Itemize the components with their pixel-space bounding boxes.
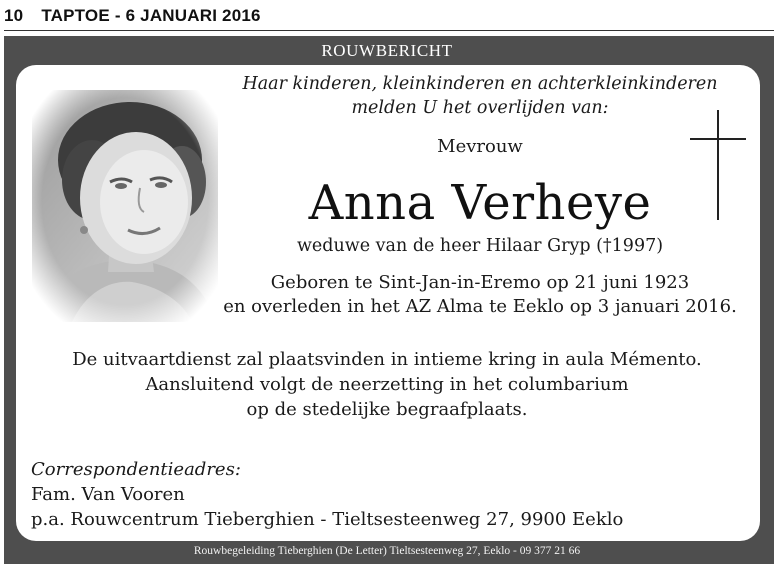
death-line: en overleden in het AZ Alma te Eeklo op 3 januari 2016. [223, 296, 737, 317]
portrait-image [32, 90, 218, 322]
deceased-name: Anna Verheye [308, 175, 652, 231]
service-line-3: op de stedelijke begraafplaats. [246, 399, 528, 420]
announcement-line-1: Haar kinderen, kleinkinderen en achterkleinkinderen [242, 74, 718, 94]
correspondence-label: Correspondentieadres: [31, 459, 241, 480]
page-header [4, 6, 261, 26]
service-line-2: Aansluitend volgt de neerzetting in het columbarium [145, 374, 629, 395]
page-number: 10 [4, 6, 24, 25]
widow-of-line: weduwe van de heer Hilaar Gryp (†1997) [296, 236, 664, 256]
publication-title: TAPTOE - 6 JANUARI 2016 [41, 6, 261, 25]
correspondence-address: p.a. Rouwcentrum Tieberghien - Tieltsesteenweg 27, 9900 Eeklo [31, 509, 624, 530]
correspondence-name: Fam. Van Vooren [31, 484, 185, 505]
section-title: ROUWBERICHT [321, 41, 453, 60]
honorific: Mevrouw [437, 136, 523, 157]
portrait-photo [32, 90, 218, 322]
birth-line: Geboren te Sint-Jan-in-Eremo op 21 juni 1923 [270, 272, 690, 293]
header-divider [4, 30, 774, 31]
funeral-home-footer: Rouwbegeleiding Tieberghien (De Letter) Tieltsesteenweg 27, Eeklo - 09 377 21 66 [193, 545, 581, 557]
service-line-1: De uitvaartdienst zal plaatsvinden in intieme kring in aula Mémento. [72, 349, 702, 370]
announcement-line-2: melden U het overlijden van: [351, 98, 609, 118]
